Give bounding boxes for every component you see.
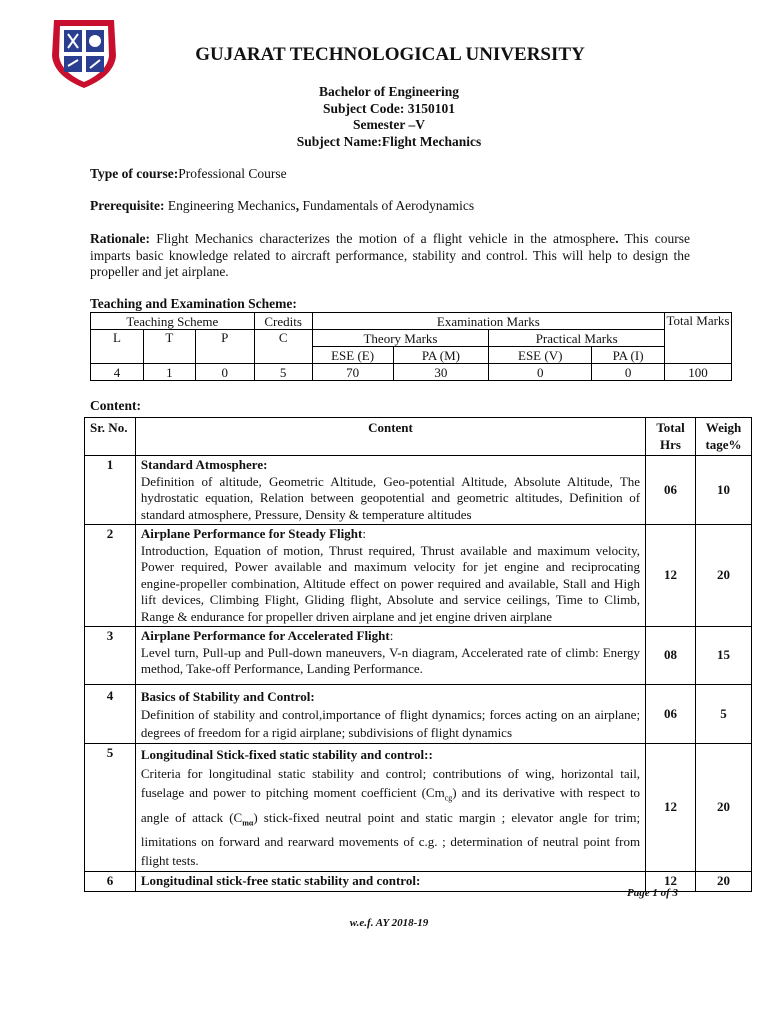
row-hours: 06 — [646, 685, 696, 744]
row-hours: 12 — [646, 525, 696, 627]
page-label: Page — [627, 887, 653, 899]
sr-no-header: Sr. No. — [85, 418, 136, 456]
rationale-text-a: Flight Mechanics characterizes the motion of a flight vehicle in the atmosphere — [150, 231, 616, 246]
row-content — [135, 627, 645, 685]
semester: Semester –V — [352, 117, 426, 132]
row-number: 5 — [85, 744, 136, 872]
credits-header: Credits — [254, 313, 312, 330]
p-value: 0 — [195, 364, 254, 381]
row-body: Definition of stability and control,importance of flight dynamics; forces acting on an airplane; degrees of freedom for a rigid airplane; subdivisions of flight dynamics — [140, 707, 641, 740]
row-title: Longitudinal stick-free static stability and control: — [140, 873, 421, 889]
row-body-a: Criteria for longitudinal static stability and control; contributions of wing, horizontal tail, fuselage and power to pitching moment coefficient (Cm — [140, 766, 641, 800]
prerequisite-separator: , — [295, 198, 300, 213]
m-alpha-subscript: mα — [242, 818, 254, 828]
row-number: 6 — [85, 872, 136, 892]
row-content — [135, 525, 645, 627]
row-hours: 12 — [646, 744, 696, 872]
content-table — [84, 417, 752, 892]
table-row — [85, 525, 752, 627]
row-body: Definition of altitude, Geometric Altitude, Geo-potential Altitude, Absolute Altitude, The hydrostatic equation, Relation between geopotential and geometric altitudes, Definition of standard atmosphere, Pressure, Density & temperature altitudes — [140, 473, 641, 522]
ese-v-value: 0 — [489, 364, 592, 381]
ese-e-header: ESE (E) — [312, 347, 393, 364]
row-title: Airplane Performance for Steady Flight — [140, 526, 363, 541]
table-row — [85, 627, 752, 685]
p-header: P — [195, 330, 254, 364]
row-hours: 08 — [646, 627, 696, 685]
row-content — [135, 872, 645, 892]
prerequisite-label: Prerequisite: — [90, 198, 165, 213]
university-title: GUJARAT TECHNOLOGICAL UNIVERSITY — [195, 44, 585, 65]
weightage-header: Weigh tage% — [696, 418, 752, 456]
row-content — [135, 456, 645, 525]
table-row — [85, 685, 752, 744]
type-of-course-value: Professional Course — [178, 166, 287, 181]
degree: Bachelor of Engineering — [319, 84, 459, 99]
rationale-dot: . — [615, 231, 619, 246]
row-hours: 12 — [646, 872, 696, 892]
scheme-table — [90, 312, 732, 381]
row-body-b: ) and its derivative with respect to angle of attack (C — [140, 785, 641, 825]
row-body: Introduction, Equation of motion, Thrust required, Thrust available and maximum velocity, Power required, Power available and maximum velocity for jet engine and reciprocating engine-propeller combination, Altitude effect on power required and available, Stall and High lift devices, Climbing Flight, Gliding flight, Absolute and service ceilings, Time to Climb, Range & endurance for propeller driven airplane and jet engine driven airplane — [140, 542, 641, 624]
theory-marks-header: Theory Marks — [312, 330, 489, 347]
l-value: 4 — [91, 364, 144, 381]
teaching-scheme-header: Teaching Scheme — [91, 313, 255, 330]
total-hrs-header: Total Hrs — [646, 418, 696, 456]
c-header: C — [254, 330, 312, 364]
t-value: 1 — [143, 364, 195, 381]
prerequisite-value-a: Engineering Mechanics — [164, 198, 296, 213]
row-weight: 5 — [696, 685, 752, 744]
effective-year: w.e.f. AY 2018-19 — [349, 917, 429, 929]
row-title-suffix: : — [362, 526, 366, 541]
c-value: 5 — [254, 364, 312, 381]
examination-marks-header: Examination Marks — [312, 313, 664, 330]
row-number: 3 — [85, 627, 136, 685]
content-heading: Content: — [90, 398, 141, 413]
page-of: of — [657, 887, 673, 899]
scheme-heading: Teaching and Examination Scheme: — [90, 296, 297, 311]
rationale-text-b: This course imparts basic knowledge related to aircraft performance, stability and control. This will help to design the propeller and jet airplane. — [90, 231, 690, 279]
rationale — [90, 231, 690, 281]
table-row — [85, 744, 752, 872]
total-value: 100 — [665, 364, 732, 381]
page-current: 1 — [652, 887, 658, 899]
subject-code: Subject Code: 3150101 — [323, 101, 455, 116]
page-total: 3 — [672, 887, 679, 899]
row-hours: 06 — [646, 456, 696, 525]
row-weight: 20 — [696, 872, 752, 892]
pa-i-header: PA (I) — [592, 347, 665, 364]
subject-name: Subject Name:Flight Mechanics — [296, 134, 482, 149]
t-header: T — [143, 330, 195, 364]
ese-e-value: 70 — [312, 364, 393, 381]
row-body: Level turn, Pull-up and Pull-down maneuvers, V-n diagram, Accelerated rate of climb: Energy method, Take-off Performance, Landing Performance. — [140, 644, 641, 676]
type-of-course-label: Type of course: — [90, 166, 179, 181]
ese-v-header: ESE (V) — [489, 347, 592, 364]
row-body-c: ) stick-fixed neutral point and static margin ; elevator angle for trim; limitations on forward and rearward movements of c.g. ; determination of neutral point from flight tests. — [140, 809, 641, 869]
table-row — [85, 456, 752, 525]
row-number: 1 — [85, 456, 136, 525]
row-title: Standard Atmosphere: — [140, 457, 268, 472]
row-title: Longitudinal Stick-fixed static stability and control:: — [140, 747, 433, 762]
pa-m-header: PA (M) — [393, 347, 489, 364]
practical-marks-header: Practical Marks — [489, 330, 665, 347]
total-marks-header: Total Marks — [665, 313, 732, 364]
content-header: Content — [135, 418, 645, 456]
rationale-label: Rationale: — [90, 231, 150, 246]
pa-m-value: 30 — [393, 364, 489, 381]
prerequisite — [90, 198, 690, 215]
prerequisite-value-b: Fundamentals of Aerodynamics — [299, 198, 475, 213]
row-weight: 10 — [696, 456, 752, 525]
row-title-suffix: : — [389, 628, 394, 643]
row-title: Airplane Performance for Accelerated Flight — [140, 628, 390, 643]
row-content — [135, 744, 645, 872]
l-header: L — [91, 330, 144, 364]
type-of-course — [90, 166, 690, 183]
row-content — [135, 685, 645, 744]
pa-i-value: 0 — [592, 364, 665, 381]
cg-subscript: cg — [444, 793, 453, 803]
row-weight: 15 — [696, 627, 752, 685]
row-number: 4 — [85, 685, 136, 744]
row-number: 2 — [85, 525, 136, 627]
row-weight: 20 — [696, 744, 752, 872]
row-title: Basics of Stability and Control: — [140, 689, 315, 704]
row-weight: 20 — [696, 525, 752, 627]
page-number — [627, 887, 678, 899]
